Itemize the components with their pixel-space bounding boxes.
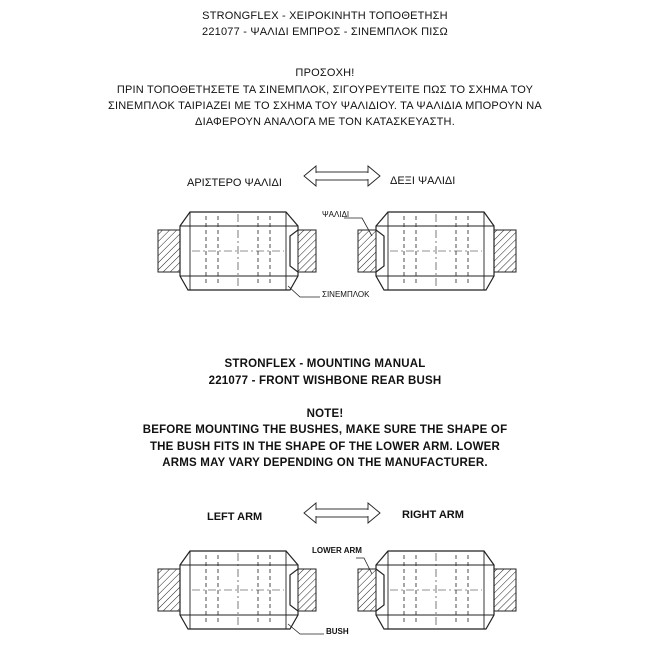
english-title-line2: 221077 - FRONT WISHBONE REAR BUSH (208, 375, 442, 387)
english-bush-callout: BUSH (326, 627, 349, 636)
greek-left-bush-drawing (158, 212, 316, 290)
english-left-arm-label: LEFT ARM (207, 511, 263, 523)
english-note-line2: THE BUSH FITS IN THE SHAPE OF THE LOWER ARM. LOWER (149, 441, 501, 453)
greek-right-bush-drawing (358, 212, 516, 290)
english-right-arm-label: RIGHT ARM (402, 509, 464, 521)
english-left-bush-drawing (158, 551, 316, 629)
greek-note-line3: ΔΙΑΦΕΡΟΥΝ ΑΝΑΛΟΓΑ ΜΕ ΤΟΝ ΚΑΤΑΣΚΕΥΑΣΤΗ. (195, 116, 455, 128)
english-bush-leader-line (288, 624, 324, 634)
english-right-bush-drawing (358, 551, 516, 629)
greek-note-line2: ΣΙΝΕΜΠΛΟΚ ΤΑΙΡΙΑΖΕΙ ΜΕ ΤΟ ΣΧΗΜΑ ΤΟΥ ΨΑΛΙΔΙΟΥ. ΤΑ ΨΑΛΙΔΙΑ ΜΠΟΡΟΥΝ ΝΑ (108, 100, 542, 112)
greek-title-line1: STRONGFLEX - ΧΕΙΡΟΚΙΝΗΤΗ ΤΟΠΟΘΕΤΗΣΗ (202, 10, 448, 22)
english-note-heading: NOTE! (306, 408, 344, 420)
english-swap-arrow-icon (304, 503, 380, 523)
greek-right-arm-label: ΔΕΞΙ ΨΑΛΙΔΙ (390, 175, 456, 187)
english-note-line1: BEFORE MOUNTING THE BUSHES, MAKE SURE THE SHAPE OF (142, 424, 508, 436)
english-note-line3: ARMS MAY VARY DEPENDING ON THE MANUFACTURER. (162, 457, 488, 469)
greek-swap-arrow-icon (304, 166, 380, 186)
greek-note-heading: ΠΡΟΣΟΧΗ! (295, 67, 355, 79)
greek-note-line1: ΠΡΙΝ ΤΟΠΟΘΕΤΗΣΕΤΕ ΤΑ ΣΙΝΕΜΠΛΟΚ, ΣΙΓΟΥΡΕΥΤΕΙΤΕ ΠΩΣ ΤΟ ΣΧΗΜΑ ΤΟΥ (116, 84, 534, 96)
greek-arm-callout: ΨΑΛΙΔΙ (322, 210, 350, 219)
greek-bush-leader-line (288, 286, 320, 297)
greek-left-arm-label: ΑΡΙΣΤΕΡΟ ΨΑΛΙΔΙ (187, 177, 282, 189)
greek-title-line2: 221077 - ΨΑΛΙΔΙ ΕΜΠΡΟΣ - ΣΙΝΕΜΠΛΟΚ ΠΙΣΩ (202, 26, 448, 38)
english-arm-callout: LOWER ARM (312, 546, 362, 555)
greek-bush-callout: ΣΙΝΕΜΠΛΟΚ (322, 290, 370, 299)
english-title-line1: STRONFLEX - MOUNTING MANUAL (224, 358, 426, 370)
